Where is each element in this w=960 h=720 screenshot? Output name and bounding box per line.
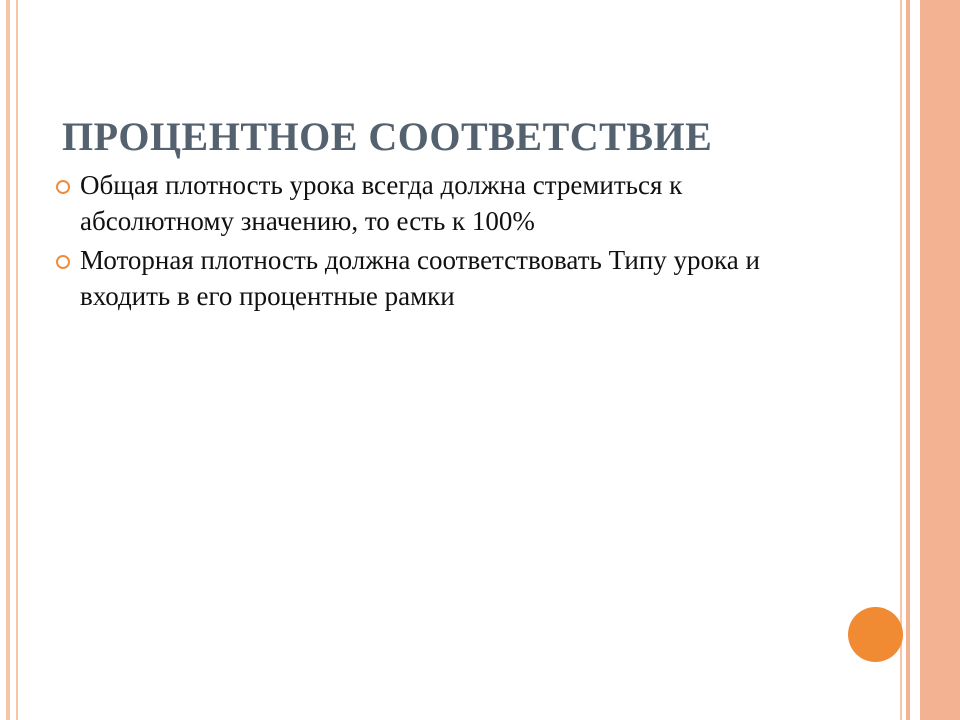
right-border-rule-inner xyxy=(900,0,902,720)
left-border-rule-outer xyxy=(6,0,10,720)
list-item-text: Моторная плотность должна соответствовать Типу урока и входить в его процентные рамки xyxy=(80,245,760,311)
left-border-rule-inner xyxy=(16,0,18,720)
list-item xyxy=(56,168,846,239)
bullet-list xyxy=(56,168,846,319)
right-border-rule-outer xyxy=(906,0,910,720)
circle-outline-icon xyxy=(56,255,70,269)
right-band-gap xyxy=(910,0,920,720)
slide-title: ПРОЦЕНТНОЕ СООТВЕТСТВИЕ xyxy=(62,113,713,159)
orange-circle-decoration xyxy=(848,607,903,662)
list-item xyxy=(56,243,846,314)
list-item-text: Общая плотность урока всегда должна стремиться к абсолютному значению, то есть к 100% xyxy=(80,170,683,236)
circle-outline-icon xyxy=(56,180,70,194)
right-accent-band xyxy=(920,0,960,720)
